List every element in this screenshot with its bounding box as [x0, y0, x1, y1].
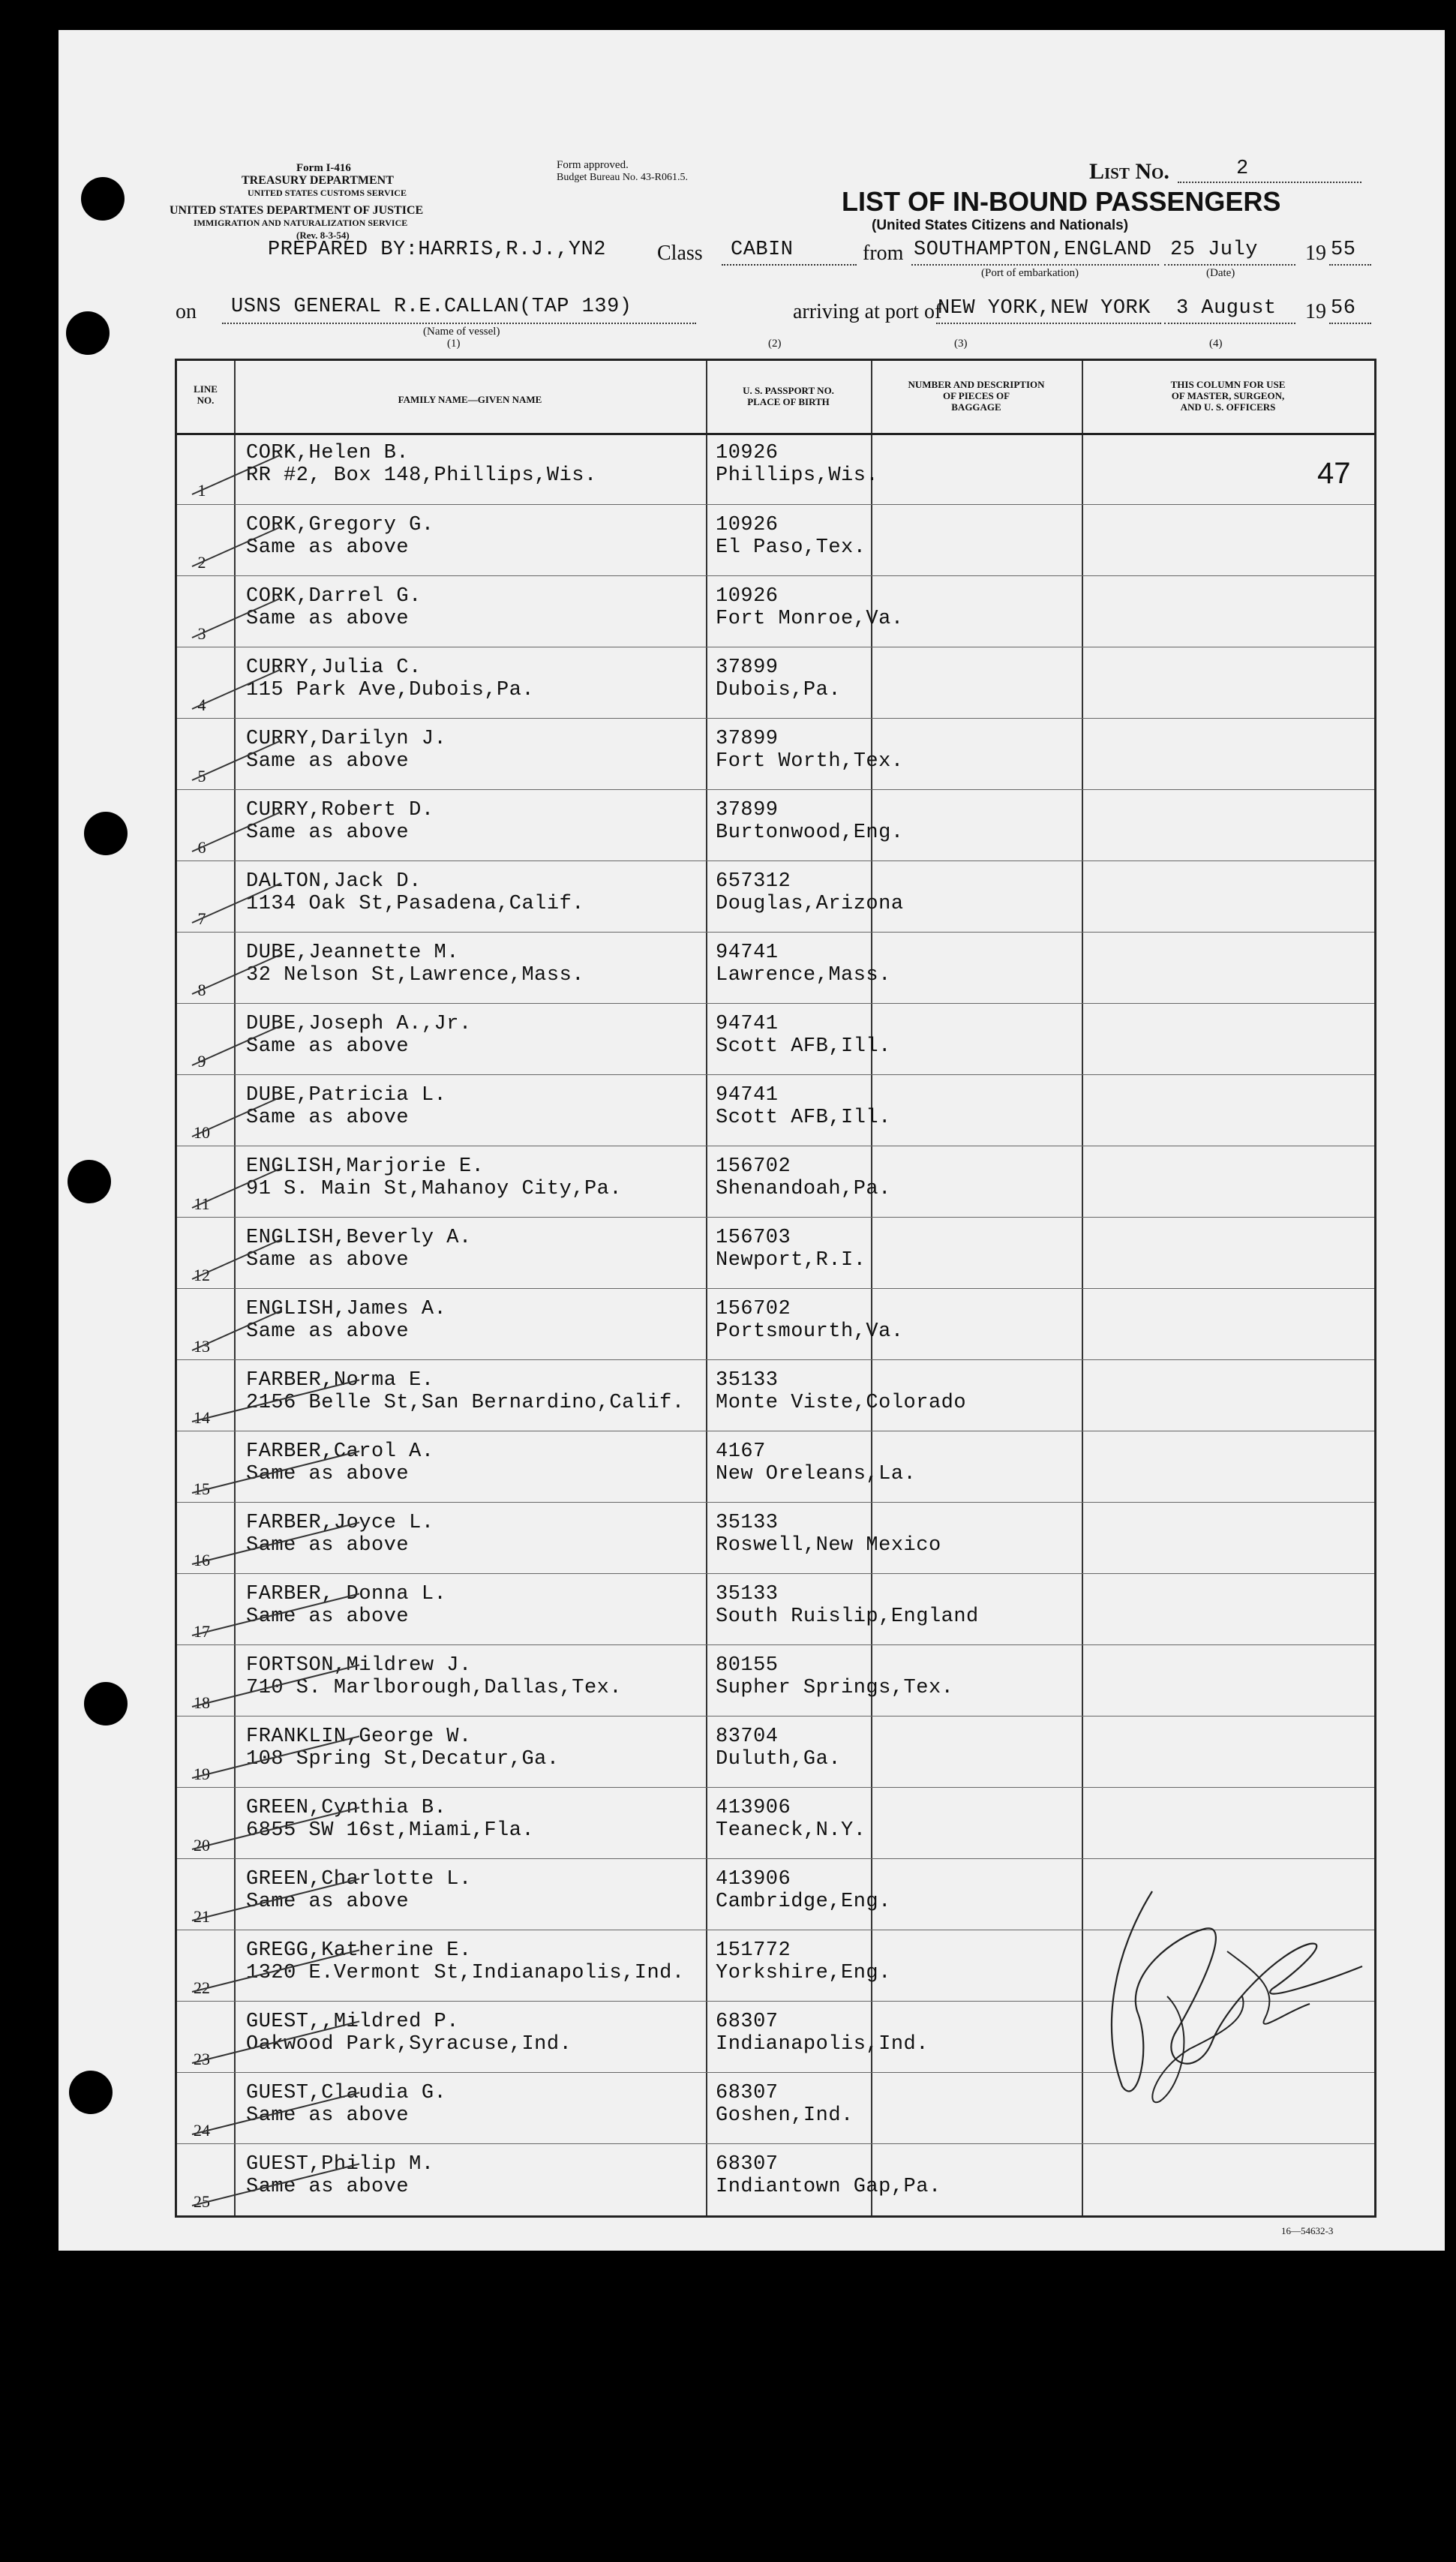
passenger-address: Same as above: [246, 2104, 410, 2127]
port-embark-underline: [911, 264, 1159, 266]
year-prefix-2: 19: [1305, 300, 1326, 323]
passenger-address: Same as above: [246, 2176, 410, 2198]
table-row: [177, 1716, 1374, 1788]
passenger-name: DUBE,Joseph A.,Jr.: [246, 1013, 472, 1035]
passenger-name: FARBER,Carol A.: [246, 1440, 434, 1463]
passenger-name: GUEST,Philip M.: [246, 2153, 434, 2176]
prepared-by: PREPARED BY:HARRIS,R.J.,YN2: [268, 239, 606, 261]
passenger-name: CURRY,Robert D.: [246, 799, 434, 821]
passenger-address: 710 S. Marlborough,Dallas,Tex.: [246, 1677, 623, 1699]
line-number: 25: [194, 2192, 210, 2211]
passenger-address: Same as above: [246, 1534, 410, 1557]
year-1: 55: [1331, 239, 1356, 261]
column-number-4: (4): [1209, 338, 1223, 350]
line-number: 10: [194, 1123, 210, 1142]
line-number: 22: [194, 1978, 210, 1997]
arrival-port: NEW YORK,NEW YORK: [938, 297, 1151, 320]
form-number: Form I-416: [296, 162, 351, 174]
passport-number: 37899: [716, 656, 779, 679]
place-of-birth: Scott AFB,Ill.: [716, 1035, 891, 1058]
year-2: 56: [1331, 297, 1356, 320]
date-caption: (Date): [1206, 267, 1235, 279]
passenger-address: 1134 Oak St,Pasadena,Calif.: [246, 893, 584, 915]
place-of-birth: Supher Springs,Tex.: [716, 1677, 954, 1699]
table-row: [177, 1644, 1374, 1717]
table-row: [177, 1359, 1374, 1431]
passport-number: 80155: [716, 1654, 779, 1677]
place-of-birth: Lawrence,Mass.: [716, 964, 891, 987]
line-number: 23: [194, 2050, 210, 2068]
passport-number: 94741: [716, 1013, 779, 1035]
place-of-birth: Duluth,Ga.: [716, 1748, 842, 1771]
place-of-birth: El Paso,Tex.: [716, 536, 866, 559]
passport-number: 10926: [716, 585, 779, 608]
passenger-address: Same as above: [246, 536, 410, 559]
form-title: LIST OF IN-BOUND PASSENGERS: [842, 186, 1281, 217]
table-row: [177, 932, 1374, 1004]
vessel-underline: [222, 323, 696, 324]
place-of-birth: Burtonwood,Eng.: [716, 821, 904, 844]
line-number: 17: [194, 1622, 210, 1641]
place-of-birth: Newport,R.I.: [716, 1249, 866, 1272]
passenger-name: GREGG,Katherine E.: [246, 1939, 472, 1962]
from-label: from: [863, 242, 904, 265]
class-label: Class: [657, 242, 703, 265]
table-row: [177, 718, 1374, 790]
passenger-address: Same as above: [246, 821, 410, 844]
table-row: [177, 1573, 1374, 1645]
year-2-underline: [1329, 323, 1371, 324]
line-number: 11: [194, 1194, 210, 1213]
list-no-underline: [1178, 182, 1361, 183]
budget-bureau: Budget Bureau No. 43-R061.5.: [557, 172, 688, 183]
passenger-name: CORK,Helen B.: [246, 442, 410, 464]
departure-date: 25 July: [1170, 239, 1258, 261]
table-row: [177, 861, 1374, 933]
passenger-name: FRANKLIN,George W.: [246, 1726, 472, 1748]
port-embark-caption: (Port of embarkation): [981, 267, 1079, 279]
line-number: 4: [197, 695, 206, 714]
passenger-name: ENGLISH,Beverly A.: [246, 1227, 472, 1249]
line-number: 8: [197, 981, 206, 999]
place-of-birth: Goshen,Ind.: [716, 2104, 854, 2127]
passenger-name: DUBE,Patricia L.: [246, 1084, 447, 1107]
passenger-name: CURRY,Darilyn J.: [246, 728, 447, 750]
header-name: FAMILY NAME—GIVEN NAME: [398, 394, 542, 405]
place-of-birth: South Ruislip,England: [716, 1605, 979, 1628]
line-number: 21: [194, 1907, 210, 1926]
passenger-address: 1320 E.Vermont St,Indianapolis,Ind.: [246, 1962, 685, 1984]
passport-number: 10926: [716, 514, 779, 536]
passenger-name: CORK,Darrel G.: [246, 585, 422, 608]
line-number: 20: [194, 1836, 210, 1855]
passenger-table: [175, 359, 1376, 2218]
line-number: 16: [194, 1551, 210, 1569]
date-underline: [1164, 264, 1295, 266]
form-approved: Form approved.: [557, 159, 629, 171]
form-revision: (Rev. 8-3-54): [296, 230, 350, 241]
place-of-birth: Cambridge,Eng.: [716, 1891, 891, 1913]
table-row: [177, 647, 1374, 719]
passenger-name: FARBER,Joyce L.: [246, 1512, 434, 1534]
line-number: 24: [194, 2121, 210, 2140]
place-of-birth: Teaneck,N.Y.: [716, 1819, 866, 1842]
binder-hole: [66, 311, 110, 355]
table-row: [177, 2143, 1374, 2215]
place-of-birth: Phillips,Wis.: [716, 464, 879, 487]
place-of-birth: Indiantown Gap,Pa.: [716, 2176, 941, 2198]
table-row: [177, 504, 1374, 576]
header-officers: THIS COLUMN FOR USE OF MASTER, SURGEON, AND U. S. OFFICERS: [1170, 379, 1286, 413]
passenger-name: ENGLISH,Marjorie E.: [246, 1155, 485, 1178]
arrival-port-underline: [936, 323, 1161, 324]
table-row: [177, 1146, 1374, 1218]
line-number: 3: [197, 624, 206, 643]
line-number: 14: [194, 1408, 210, 1427]
passport-number: 413906: [716, 1868, 791, 1891]
table-row: [177, 1074, 1374, 1146]
passenger-address: Same as above: [246, 1891, 410, 1913]
table-row: [177, 1502, 1374, 1574]
passenger-name: DUBE,Jeannette M.: [246, 942, 459, 964]
passport-number: 156702: [716, 1155, 791, 1178]
passenger-name: CURRY,Julia C.: [246, 656, 422, 679]
passport-number: 35133: [716, 1369, 779, 1392]
place-of-birth: Shenandoah,Pa.: [716, 1178, 891, 1200]
passenger-address: Same as above: [246, 1035, 410, 1058]
passport-number: 37899: [716, 799, 779, 821]
passenger-name: FARBER,Norma E.: [246, 1369, 434, 1392]
binder-hole: [68, 1160, 111, 1203]
arrival-date-underline: [1164, 323, 1295, 324]
immigration-service: IMMIGRATION AND NATURALIZATION SERVICE: [194, 218, 408, 228]
passport-number: 68307: [716, 2011, 779, 2033]
footer-code: 16—54632-3: [1281, 2225, 1334, 2236]
place-of-birth: Scott AFB,Ill.: [716, 1107, 891, 1129]
list-no-value: 2: [1236, 158, 1249, 180]
passenger-name: GREEN,Cynthia B.: [246, 1797, 447, 1819]
passport-number: 156702: [716, 1298, 791, 1320]
table-row: [177, 1431, 1374, 1503]
passenger-name: DALTON,Jack D.: [246, 870, 422, 893]
place-of-birth: New Oreleans,La.: [716, 1463, 917, 1485]
passenger-address: Oakwood Park,Syracuse,Ind.: [246, 2033, 572, 2056]
line-number: 6: [197, 838, 206, 857]
passport-number: 68307: [716, 2082, 779, 2104]
customs-service: UNITED STATES CUSTOMS SERVICE: [248, 188, 407, 198]
passenger-address: 2156 Belle St,San Bernardino,Calif.: [246, 1392, 685, 1414]
passenger-address: RR #2, Box 148,Phillips,Wis.: [246, 464, 597, 487]
arrival-date: 3 August: [1176, 297, 1277, 320]
place-of-birth: Douglas,Arizona: [716, 893, 904, 915]
page-number: 47: [1317, 457, 1351, 490]
passport-number: 83704: [716, 1726, 779, 1748]
column-number-1: (1): [447, 338, 461, 350]
line-number: 2: [197, 553, 206, 572]
line-number: 9: [197, 1052, 206, 1071]
passenger-address: Same as above: [246, 1107, 410, 1129]
vessel-name: USNS GENERAL R.E.CALLAN(TAP 139): [231, 296, 632, 318]
officer-signature: [1085, 1861, 1370, 2116]
header-baggage: NUMBER AND DESCRIPTION OF PIECES OF BAGGAGE: [908, 379, 1045, 413]
passenger-address: 108 Spring St,Decatur,Ga.: [246, 1748, 560, 1771]
line-number: 1: [197, 481, 206, 500]
place-of-birth: Portsmourth,Va.: [716, 1320, 904, 1343]
passenger-address: 115 Park Ave,Dubois,Pa.: [246, 679, 535, 701]
year-prefix-1: 19: [1305, 242, 1326, 265]
passport-number: 156703: [716, 1227, 791, 1249]
binder-hole: [84, 812, 128, 855]
arriving-label: arriving at port of: [793, 300, 942, 323]
header-line-no: LINE NO.: [194, 383, 218, 406]
on-label: on: [176, 300, 197, 323]
binder-hole: [81, 177, 125, 221]
place-of-birth: Fort Worth,Tex.: [716, 750, 904, 773]
passport-number: 68307: [716, 2153, 779, 2176]
line-number: 5: [197, 767, 206, 785]
vessel-caption: (Name of vessel): [423, 326, 500, 338]
table-row: [177, 1787, 1374, 1859]
table-row: [177, 1217, 1374, 1289]
passport-number: 10926: [716, 442, 779, 464]
passenger-address: Same as above: [246, 1605, 410, 1628]
class-underline: [722, 264, 857, 266]
line-number: 12: [194, 1266, 210, 1284]
treasury-department: TREASURY DEPARTMENT: [242, 174, 394, 187]
column-number-3: (3): [954, 338, 968, 350]
binder-hole: [84, 1682, 128, 1726]
passenger-name: FARBER, Donna L.: [246, 1583, 447, 1605]
line-number: 13: [194, 1337, 210, 1356]
passenger-address: Same as above: [246, 1320, 410, 1343]
place-of-birth: Roswell,New Mexico: [716, 1534, 941, 1557]
passport-number: 4167: [716, 1440, 766, 1463]
passenger-address: Same as above: [246, 1249, 410, 1272]
line-number: 7: [197, 909, 206, 928]
place-of-birth: Dubois,Pa.: [716, 679, 842, 701]
line-number: 15: [194, 1479, 210, 1498]
passenger-address: 32 Nelson St,Lawrence,Mass.: [246, 964, 584, 987]
passport-number: 657312: [716, 870, 791, 893]
binder-hole: [69, 2071, 113, 2114]
passport-number: 37899: [716, 728, 779, 750]
passport-number: 94741: [716, 942, 779, 964]
header-passport: U. S. PASSPORT NO. PLACE OF BIRTH: [743, 385, 834, 407]
form-subtitle: (United States Citizens and Nationals): [872, 218, 1129, 233]
passenger-name: ENGLISH,James A.: [246, 1298, 447, 1320]
passenger-name: GREEN,Charlotte L.: [246, 1868, 472, 1891]
passenger-name: CORK,Gregory G.: [246, 514, 434, 536]
place-of-birth: Fort Monroe,Va.: [716, 608, 904, 630]
passenger-address: 91 S. Main St,Mahanoy City,Pa.: [246, 1178, 623, 1200]
table-row: [177, 575, 1374, 647]
table-row: [177, 433, 1374, 504]
passport-number: 94741: [716, 1084, 779, 1107]
passenger-address: Same as above: [246, 1463, 410, 1485]
passport-number: 151772: [716, 1939, 791, 1962]
line-number: 18: [194, 1693, 210, 1712]
passport-number: 35133: [716, 1512, 779, 1534]
port-of-embarkation: SOUTHAMPTON,ENGLAND: [914, 239, 1152, 261]
passenger-name: GUEST,Claudia G.: [246, 2082, 447, 2104]
place-of-birth: Indianapolis,Ind.: [716, 2033, 929, 2056]
passenger-address: Same as above: [246, 750, 410, 773]
class-value: CABIN: [731, 239, 794, 261]
line-number: 19: [194, 1765, 210, 1783]
table-row: [177, 1288, 1374, 1360]
passenger-address: Same as above: [246, 608, 410, 630]
table-row: [177, 789, 1374, 861]
table-row: [177, 1003, 1374, 1075]
place-of-birth: Yorkshire,Eng.: [716, 1962, 891, 1984]
year-1-underline: [1329, 264, 1371, 266]
passport-number: 413906: [716, 1797, 791, 1819]
passport-number: 35133: [716, 1583, 779, 1605]
passenger-address: 6855 SW 16st,Miami,Fla.: [246, 1819, 535, 1842]
department-of-justice: UNITED STATES DEPARTMENT OF JUSTICE: [170, 204, 424, 217]
passenger-name: FORTSON,Mildrew J.: [246, 1654, 472, 1677]
column-number-2: (2): [768, 338, 782, 350]
passenger-name: GUEST,,Mildred P.: [246, 2011, 459, 2033]
list-no-label: List No.: [1089, 159, 1169, 184]
place-of-birth: Monte Viste,Colorado: [716, 1392, 967, 1414]
